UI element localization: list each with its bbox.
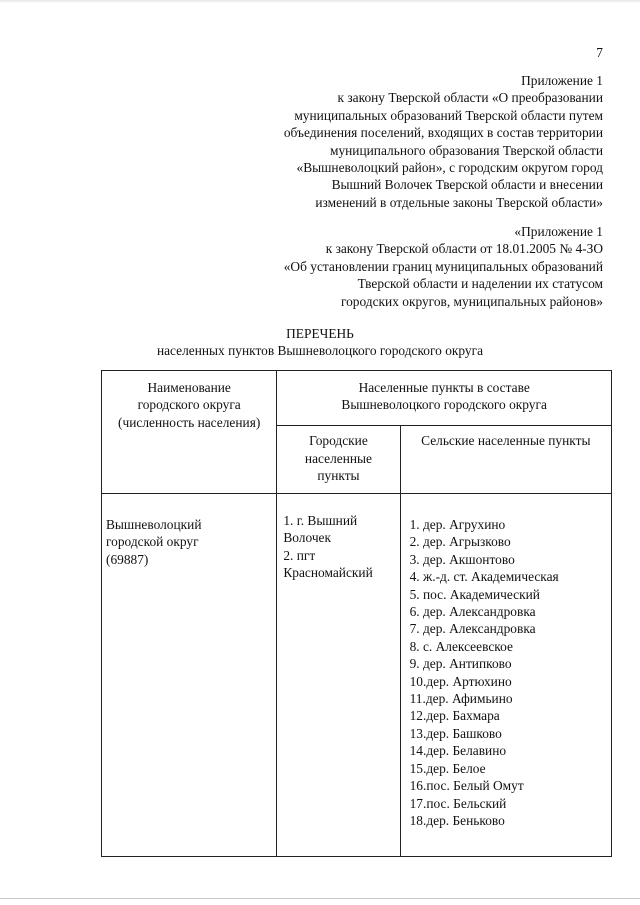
header-settlements: Населенные пункты в составе Вышневолоцкого городского округа <box>277 371 612 426</box>
header-urban: Городские населенные пункты <box>277 426 400 494</box>
appendix-1-line: изменений в отдельные законы Тверской области» <box>315 194 603 210</box>
list-item: 7. дер. Александровка <box>409 621 536 637</box>
appendix-2-header <box>284 223 603 310</box>
appendix-1-line: объединения поселений, входящих в состав территории <box>283 125 603 141</box>
appendix-2-line: Тверской области и наделении их статусом <box>357 276 603 292</box>
rural-cell <box>400 494 611 857</box>
list-item: 18.дер. Беньково <box>409 812 505 828</box>
list-item: 9. дер. Антипково <box>409 656 512 672</box>
appendix-1-line: Вышний Волочек Тверской области и внесении <box>331 177 603 193</box>
list-item: 4. ж.-д. ст. Академическая <box>409 569 559 585</box>
scan-top-edge <box>0 0 640 3</box>
urban-cell: 1. г. Вышний Волочек 2. пгт Красномайский <box>277 494 400 857</box>
list-item: 1. дер. Агрухино <box>409 517 506 532</box>
appendix-2-line: «Об установлении границ муниципальных образований <box>283 258 603 274</box>
list-title: ПЕРЕЧЕНЬ <box>286 326 354 341</box>
header-district: Наименование городского округа (численность населения) <box>102 371 277 494</box>
scan-bottom-edge <box>0 898 640 899</box>
list-item: 6. дер. Александровка <box>409 604 536 620</box>
list-item: 16.пос. Белый Омут <box>409 778 524 794</box>
list-item: 11.дер. Афимьино <box>409 691 513 707</box>
list-item: 8. с. Алексеевское <box>409 638 513 654</box>
list-item: 12.дер. Бахмара <box>409 708 500 724</box>
table-row <box>102 494 612 857</box>
appendix-1-line: муниципального образования Тверской области <box>329 142 603 158</box>
table-header-row <box>102 371 612 426</box>
appendix-1-line: «Вышневолоцкий район», с городским округом город <box>296 160 603 176</box>
appendix-2-line: городских округов, муниципальных районов» <box>340 293 603 309</box>
district-cell: Вышневолоцкий городской округ (69887) <box>102 494 277 857</box>
list-item: 13.дер. Башково <box>409 725 502 741</box>
appendix-1-header <box>284 72 603 211</box>
list-item: 10.дер. Артюхино <box>409 673 512 689</box>
list-subtitle: населенных пунктов Вышневолоцкого городского округа <box>156 343 484 359</box>
list-heading <box>0 325 640 360</box>
header-rural: Сельские населенные пункты <box>400 426 611 494</box>
appendix-2-line: к закону Тверской области от 18.01.2005 № 4-ЗО <box>325 241 603 257</box>
appendix-1-line: к закону Тверской области «О преобразовании <box>337 90 603 106</box>
list-item: 15.дер. Белое <box>409 760 486 776</box>
appendix-1-line: Приложение 1 <box>521 73 603 88</box>
list-item: 17.пос. Бельский <box>409 795 507 811</box>
settlements-table <box>101 370 612 857</box>
page-number: 7 <box>596 45 603 60</box>
list-item: 3. дер. Акшонтово <box>409 551 515 567</box>
list-item: 2. дер. Агрызково <box>409 534 511 550</box>
appendix-1-line: муниципальных образований Тверской области путем <box>294 107 603 123</box>
list-item: 14.дер. Белавино <box>409 743 507 759</box>
list-item: 5. пос. Академический <box>409 586 540 602</box>
appendix-2-line: «Приложение 1 <box>514 224 603 239</box>
